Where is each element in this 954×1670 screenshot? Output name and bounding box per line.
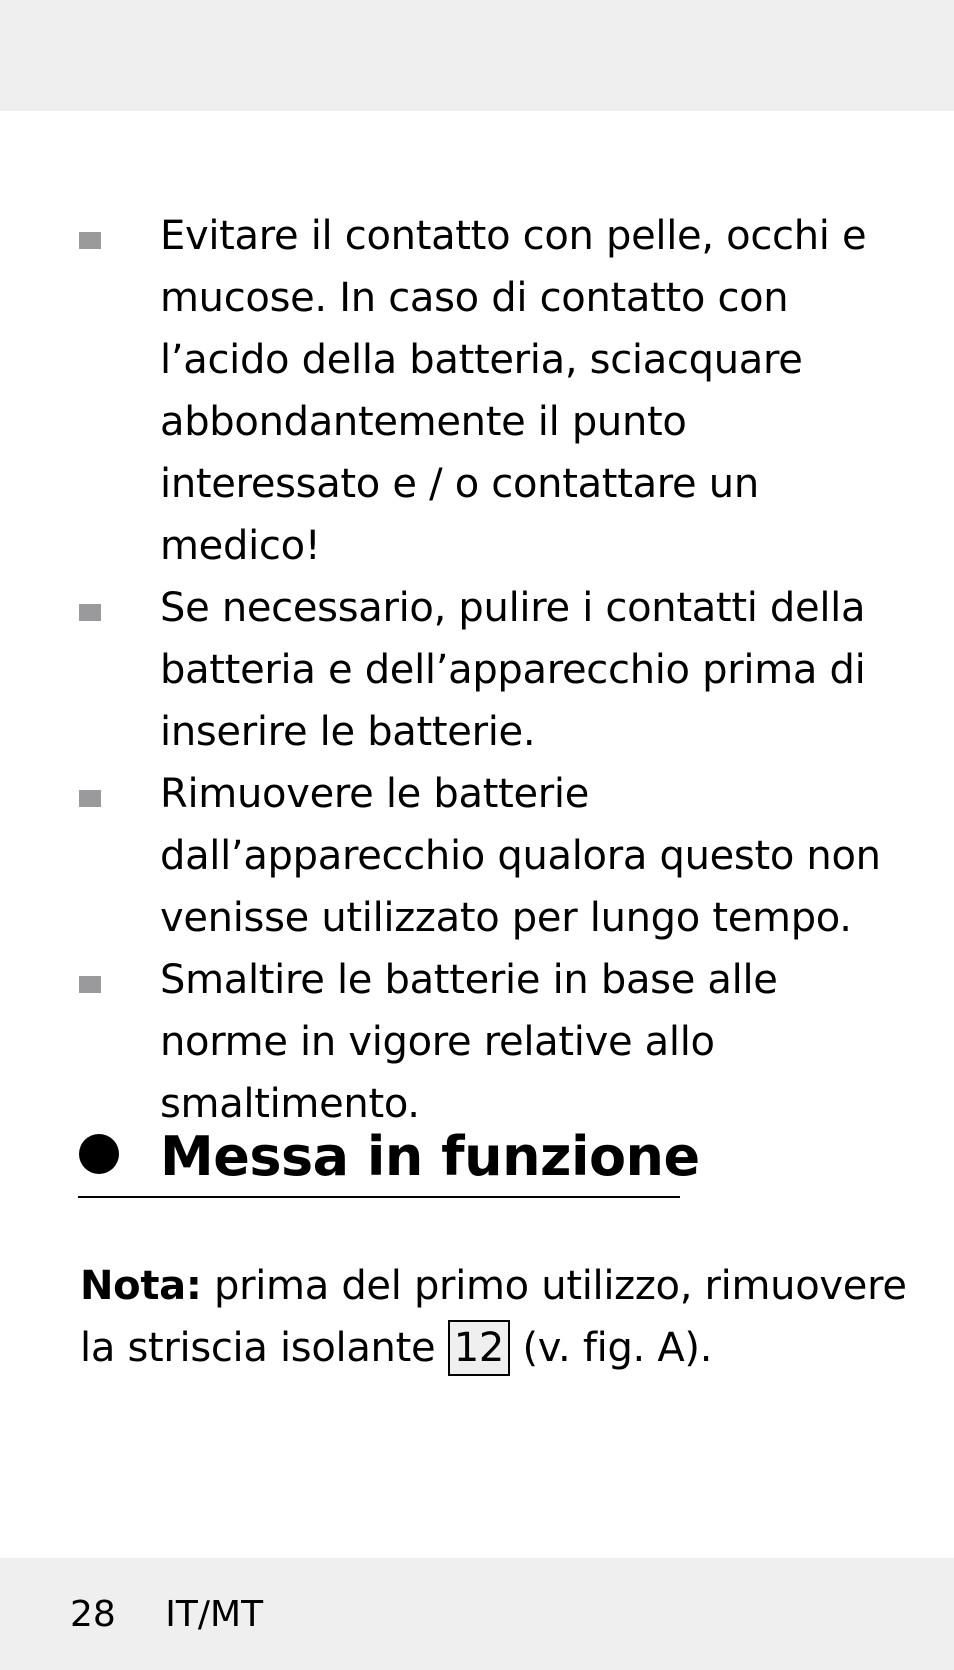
note-text: prima del primo utilizzo, rimuovere la striscia isolante xyxy=(80,1263,907,1371)
section-title: Messa in funzione xyxy=(160,1125,700,1188)
square-bullet-icon xyxy=(79,232,101,249)
part-reference-number: 12 xyxy=(448,1320,510,1376)
page-footer xyxy=(70,1590,263,1640)
bullet-item xyxy=(0,763,954,949)
bullet-text: Evitare il contatto con pelle, occhi e mucose. In caso di contatto con l’acido della batteria, sciacquare abbondantemente il punto interessato e / o contattare un medico! xyxy=(160,213,867,569)
language-code: IT/MT xyxy=(165,1594,264,1635)
bullet-item xyxy=(0,205,954,577)
note-paragraph xyxy=(80,1255,910,1379)
header-band xyxy=(0,0,954,111)
bullet-text: Rimuovere le batterie dall’apparecchio qualora questo non venisse utilizzato per lungo tempo. xyxy=(160,771,881,941)
note-figure-reference: (v. fig. A). xyxy=(522,1325,713,1371)
square-bullet-icon xyxy=(79,604,101,621)
note-label: Nota: xyxy=(80,1263,202,1309)
bullet-item xyxy=(0,577,954,763)
circle-bullet-icon xyxy=(79,1134,119,1174)
square-bullet-icon xyxy=(79,790,101,807)
square-bullet-icon xyxy=(79,976,101,993)
bullet-item xyxy=(0,949,954,1135)
page-number: 28 xyxy=(70,1594,116,1635)
bullet-text: Smaltire le batterie in base alle norme in vigore relative allo smaltimento. xyxy=(160,957,778,1127)
safety-bullet-list xyxy=(0,205,954,1135)
bullet-text: Se necessario, pulire i contatti della batteria e dell’apparecchio prima di inserire le batterie. xyxy=(160,585,866,755)
section-heading xyxy=(78,1122,700,1198)
